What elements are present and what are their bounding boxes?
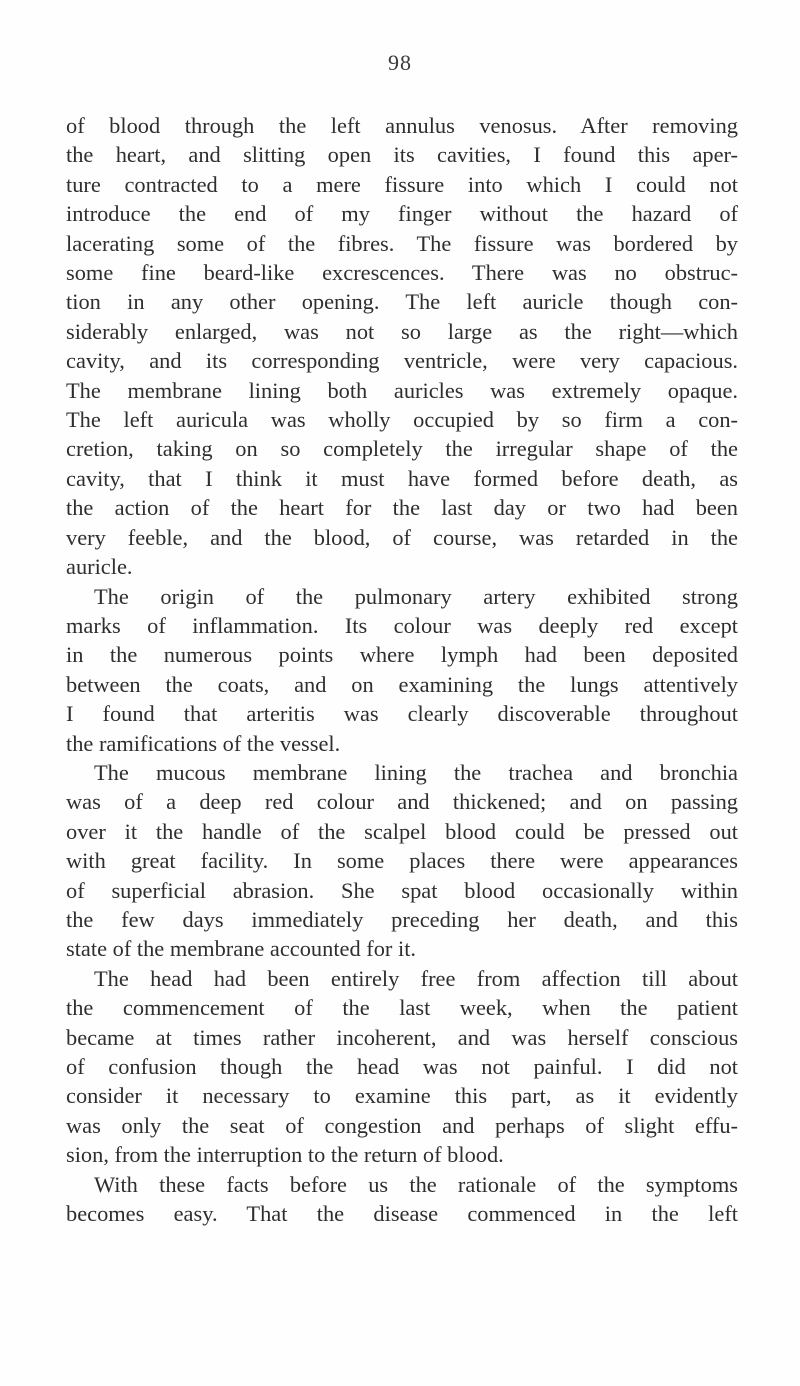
- text-line: marks of inflammation. Its colour was deeply red except: [66, 612, 738, 638]
- text-line: tion in any other opening. The left auricle though con-: [66, 289, 738, 315]
- text-line: in the numerous points where lymph had been deposited: [66, 642, 738, 668]
- text-line: cavity, that I think it must have formed before death, as: [66, 465, 738, 491]
- text-line: ture contracted to a mere fissure into which I could not: [66, 171, 738, 197]
- text-line: becomes easy. That the disease commenced in the left: [66, 1201, 738, 1227]
- text-line: introduce the end of my finger without the hazard of: [66, 201, 738, 227]
- text-line: of superficial abrasion. She spat blood occasionally within: [66, 877, 738, 903]
- text-line: I found that arteritis was clearly discoverable throughout: [66, 701, 738, 727]
- text-line: sion, from the interruption to the return of blood.: [66, 1142, 504, 1168]
- text-line: the heart, and slitting open its cavities, I found this aper-: [66, 142, 738, 168]
- text-line: The membrane lining both auricles was extremely opaque.: [66, 377, 738, 403]
- text-line: cretion, taking on so completely the irregular shape of the: [66, 436, 738, 462]
- page-number: 98: [388, 50, 412, 75]
- text-line: over it the handle of the scalpel blood could be pressed out: [66, 818, 738, 844]
- text-line: cavity, and its corresponding ventricle, were very capacious.: [66, 348, 738, 374]
- text-line: with great facility. In some places there were appearances: [66, 848, 738, 874]
- text-line: was of a deep red colour and thickened; and on passing: [66, 789, 738, 815]
- text-line: The head had been entirely free from affection till about: [94, 965, 738, 991]
- text-line: very feeble, and the blood, of course, was retarded in the: [66, 524, 738, 550]
- text-line: With these facts before us the rationale of the symptoms: [94, 1171, 738, 1197]
- text-line: some fine beard-like excrescences. There was no obstruc-: [66, 260, 738, 286]
- text-line: of blood through the left annulus venosus. After removing: [66, 113, 738, 138]
- text-line: The mucous membrane lining the trachea and bronchia: [94, 759, 738, 785]
- text-line: lacerating some of the fibres. The fissure was bordered by: [66, 230, 738, 256]
- text-line: the action of the heart for the last day or two had been: [66, 495, 738, 521]
- text-line: of confusion though the head was not painful. I did not: [66, 1054, 738, 1079]
- text-line: consider it necessary to examine this part, as it evidently: [66, 1083, 738, 1109]
- text-line: The origin of the pulmonary artery exhibited strong: [94, 583, 738, 609]
- text-line: became at times rather incoherent, and was herself conscious: [66, 1024, 738, 1050]
- text-line: between the coats, and on examining the lungs attentively: [66, 671, 738, 697]
- text-line: the few days immediately preceding her death, and this: [66, 906, 738, 932]
- text-line: the ramifications of the vessel.: [66, 730, 341, 756]
- text-line: the commencement of the last week, when the patient: [66, 995, 738, 1021]
- text-line: auricle.: [66, 554, 133, 580]
- text-line: siderably enlarged, was not so large as the right—which: [66, 318, 738, 344]
- body-text: [66, 111, 738, 1228]
- text-line: The left auricula was wholly occupied by so firm a con-: [66, 407, 738, 433]
- text-line: state of the membrane accounted for it.: [66, 936, 417, 962]
- text-line: was only the seat of congestion and perhaps of slight effu-: [66, 1112, 738, 1138]
